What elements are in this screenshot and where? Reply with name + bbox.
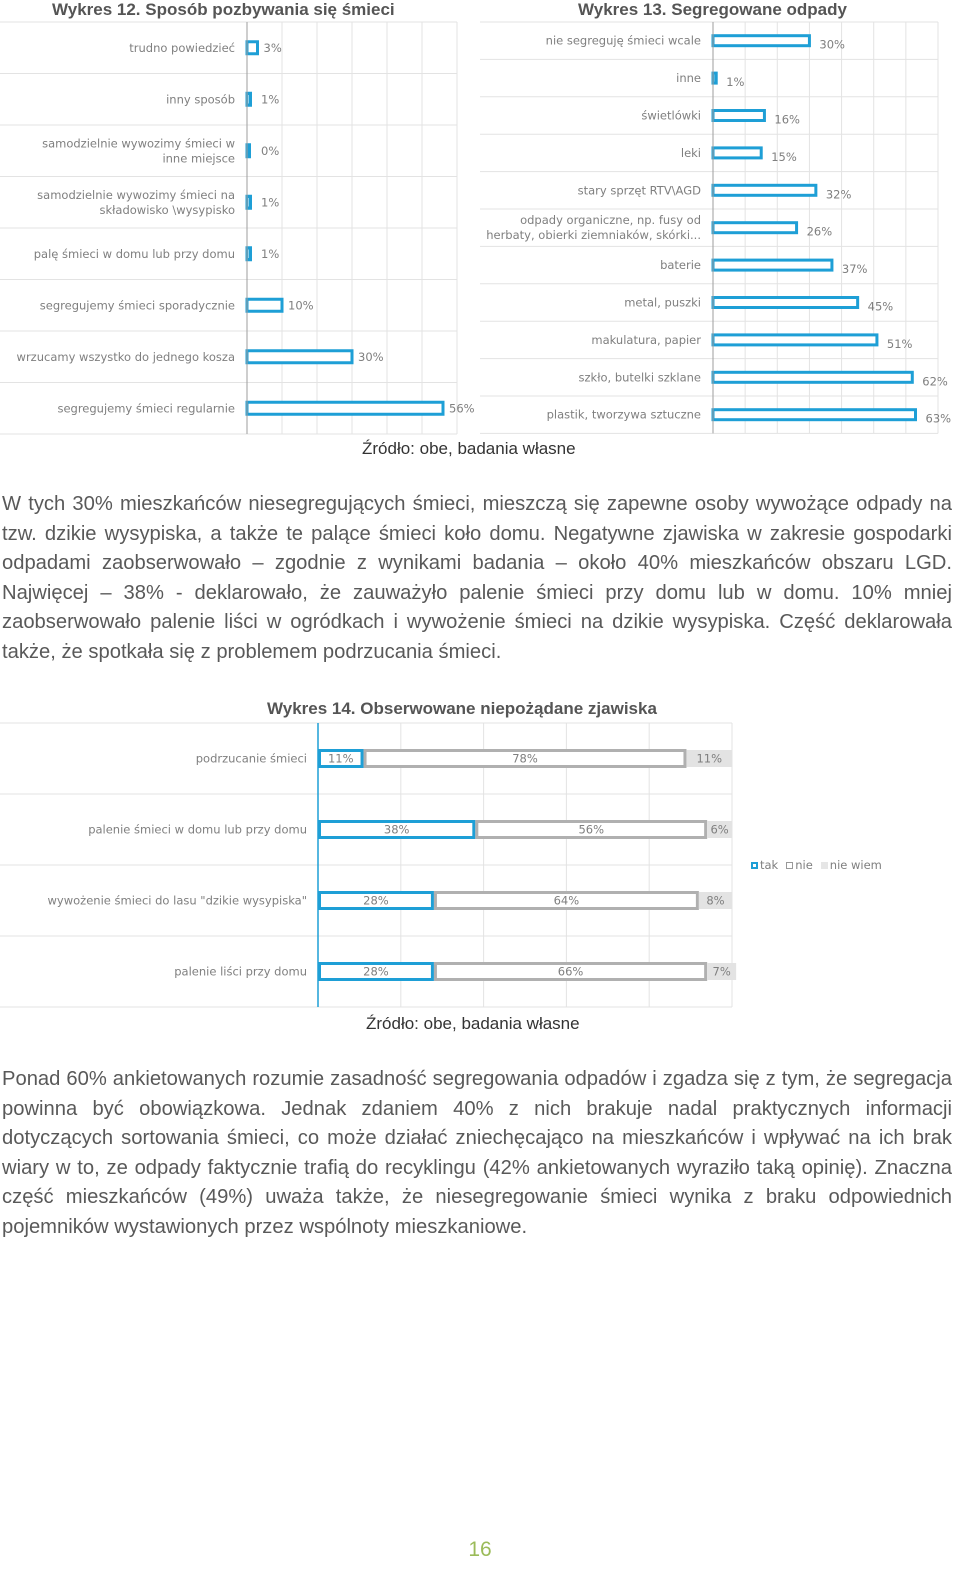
- category-label: palenie liści przy domu: [174, 964, 307, 979]
- legend-swatch-nie: [786, 862, 793, 869]
- category-label: segregujemy śmieci regularnie: [57, 401, 235, 416]
- value-label: 62%: [922, 374, 948, 389]
- value-label: 10%: [288, 298, 314, 313]
- category-label: makulatura, papier: [591, 332, 701, 347]
- segment-label: 8%: [706, 893, 725, 908]
- bar: [713, 148, 761, 158]
- bar: [713, 111, 764, 121]
- value-label: 37%: [841, 262, 868, 277]
- segment-label: 6%: [710, 822, 729, 837]
- legend-label-tak: tak: [760, 858, 779, 872]
- segment-label: 64%: [553, 893, 580, 908]
- value-label: 16%: [774, 112, 800, 127]
- bar: [713, 36, 809, 46]
- category-label: trudno powiedzieć: [129, 40, 235, 55]
- legend-swatch-nie-wiem: [821, 862, 828, 869]
- bar: [247, 93, 251, 105]
- category-label: inny sposób: [166, 92, 235, 107]
- bar: [247, 402, 443, 414]
- legend-item-tak: [751, 858, 778, 872]
- bar: [247, 42, 258, 54]
- category-label: samodzielnie wywozimy śmieci na składowisko \wysypisko: [37, 187, 235, 217]
- value-label: 32%: [825, 187, 852, 202]
- segment-label: 38%: [383, 822, 410, 837]
- bar: [247, 299, 282, 311]
- value-label: 51%: [886, 336, 913, 351]
- category-label: szkło, butelki szklane: [578, 370, 701, 385]
- value-label: 30%: [358, 349, 384, 364]
- value-label: 45%: [867, 299, 894, 314]
- category-label: metal, puszki: [624, 295, 701, 310]
- segment-label: 11%: [327, 751, 354, 766]
- paragraph-1: W tych 30% mieszkańców niesegregujących śmieci, mieszczą się zapewne osoby wywożące odpady na tzw. dzikie wysypiska, a także te palące śmieci koło domu. Negatywne zjawiska w zakresie gospodarki odpadami zaobserwowało – zgodnie z wynikami badania – około 40% mieszkańców obszaru LGD. Najwięcej – 38% - deklarowało, że zauważyło palenie śmieci przy domu lub w domu. 10% mniej zaobserwowało palenie liści w ogródkach i wywożenie śmieci na dzikie wysypiska. Część deklarowała także, że spotkała się z problemem podrzucania śmieci.: [2, 493, 952, 663]
- category-label: stary sprzęt RTV\AGD: [577, 183, 701, 198]
- category-label: palę śmieci w domu lub przy domu: [33, 246, 235, 261]
- chart-12: [0, 20, 475, 460]
- category-label: plastik, tworzywa sztuczne: [546, 407, 701, 422]
- category-label: świetlówki: [641, 108, 701, 123]
- legend-label-nie: nie: [795, 858, 813, 872]
- value-label: 26%: [806, 224, 833, 239]
- value-label: 1%: [261, 195, 280, 210]
- bar: [713, 223, 797, 233]
- category-label: nie segreguję śmieci wcale: [545, 33, 701, 48]
- legend-label-nie-wiem: nie wiem: [829, 858, 882, 872]
- segment-label: 66%: [557, 964, 584, 979]
- value-label: 0%: [261, 143, 280, 158]
- legend-swatch-tak: [751, 862, 758, 869]
- value-label: 1%: [261, 246, 280, 261]
- segment-label: 56%: [578, 822, 605, 837]
- paragraph-2: Ponad 60% ankietowanych rozumie zasadność segregowania odpadów i zgadza się z tym, że segregacja powinna być obowiązkowa. Jednak zdaniem 40% z nich brakuje nadal praktycznych informacji dotyczących sortowania śmieci, co może działać zniechęcająco na mieszkańców i wpływać na ich brak wiary w to, ze odpady faktycznie trafią do recyklingu (42% ankietowanych wyraziło taką opinię). Znaczna część mieszkańców (49%) uważa także, że niesegregowanie śmieci wynika z braku odpowiednich pojemników wystawionych przez wspólnoty mieszkaniowe.: [2, 1068, 952, 1238]
- chart-13: [480, 20, 950, 460]
- bar: [713, 372, 912, 382]
- bar: [713, 260, 832, 270]
- segment-label: 28%: [363, 964, 389, 979]
- bar: [247, 248, 251, 260]
- segment-label: 7%: [712, 964, 731, 979]
- source-note-2: Źródło: obe, badania własne: [366, 1014, 580, 1033]
- category-label: leki: [680, 145, 701, 160]
- value-label: 15%: [771, 149, 797, 164]
- category-label: inne: [676, 71, 701, 86]
- bar: [713, 185, 816, 195]
- value-label: 3%: [263, 40, 282, 55]
- category-label: wrzucamy wszystko do jednego kosza: [16, 349, 235, 364]
- segment-label: 11%: [696, 751, 723, 766]
- segment-label: 28%: [363, 893, 389, 908]
- chart-12-title: Wykres 12. Sposób pozbywania się śmieci: [52, 0, 395, 19]
- segment-label: 78%: [512, 751, 538, 766]
- source-note-1: Źródło: obe, badania własne: [362, 439, 576, 458]
- chart-14-title: Wykres 14. Obserwowane niepożądane zjawiska: [267, 699, 657, 718]
- value-label: 1%: [726, 75, 745, 90]
- category-label: palenie śmieci w domu lub przy domu: [88, 822, 307, 837]
- value-label: 56%: [449, 401, 475, 416]
- chart-14-legend: [751, 858, 882, 872]
- legend-item-nie-wiem: [821, 858, 882, 872]
- category-label: segregujemy śmieci sporadycznie: [39, 298, 235, 313]
- legend-item-nie: [786, 858, 813, 872]
- value-label: 63%: [925, 411, 952, 426]
- bar: [713, 335, 877, 345]
- category-label: odpady organiczne, np. fusy od herbaty, obierki ziemniaków, skórki...: [486, 213, 701, 243]
- category-label: samodzielnie wywozimy śmieci w inne miejsce: [42, 136, 235, 166]
- category-label: wywożenie śmieci do lasu "dzikie wysypiska": [47, 893, 307, 908]
- chart-13-title: Wykres 13. Segregowane odpady: [578, 0, 847, 19]
- category-label: podrzucanie śmieci: [195, 751, 307, 766]
- bar: [247, 196, 251, 208]
- bar: [247, 351, 352, 363]
- page-number: 16: [468, 1538, 492, 1561]
- value-label: 1%: [261, 92, 280, 107]
- bar: [713, 298, 858, 308]
- category-label: baterie: [660, 258, 701, 273]
- bar: [713, 410, 916, 420]
- value-label: 30%: [819, 37, 845, 52]
